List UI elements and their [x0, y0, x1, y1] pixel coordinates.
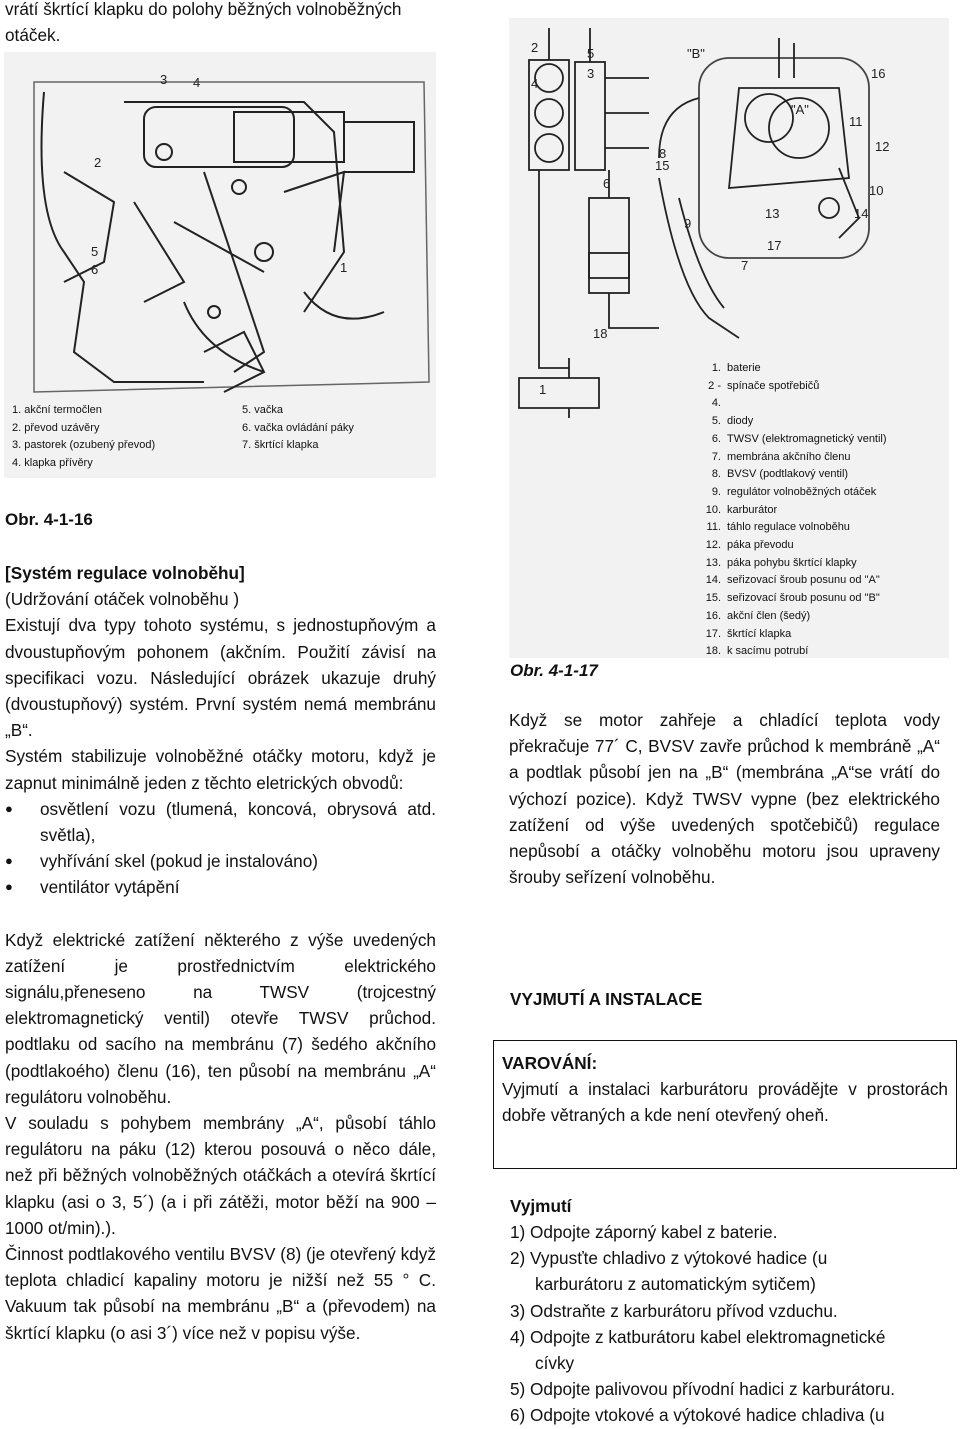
legend-num: 9. — [711, 485, 721, 498]
fig2-label: 11 — [849, 114, 863, 129]
legend-row — [242, 437, 432, 455]
removal-title: Vyjmutí — [510, 1196, 572, 1216]
legend-num: 13. — [705, 556, 721, 569]
legend-num: 10. — [705, 503, 721, 516]
removal-steps — [510, 1219, 950, 1429]
step-item: 2) Vypusťte chladivo z výtokové hadice (u — [510, 1248, 828, 1269]
legend-num: 5. — [711, 415, 721, 428]
legend-text: k sacímu potrubí — [727, 645, 809, 658]
figure-carburetor-diagram — [4, 52, 436, 478]
top-paragraph: vrátí škrtící klapku do polohy běžných volnoběžných otáček. — [5, 0, 402, 46]
step-item: 3) Odstraňte z karburátoru přívod vzduchu. — [510, 1300, 838, 1321]
legend-row — [699, 555, 944, 573]
legend-text: diody — [727, 415, 754, 428]
fig2-label: 10 — [869, 183, 884, 198]
callout-6: 6 — [91, 262, 99, 277]
legend-text: škrtící klapka — [254, 439, 319, 452]
fig2-label: 12 — [875, 139, 890, 154]
callout-1: 1 — [340, 260, 348, 275]
legend-text: klapka přívěry — [24, 457, 93, 470]
warning-text: Vyjmutí a instalaci karburátoru provádějte v prostorách dobře větraných a kde není otevřený oheň. — [502, 1079, 948, 1126]
legend-num: 7. — [711, 450, 721, 463]
legend-text: páka převodu — [727, 539, 794, 552]
step-item: 6) Odpojte vtokové a výtokové hadice chladiva (u — [510, 1405, 885, 1426]
fig2-label: 18 — [593, 326, 608, 341]
step-item: 5) Odpojte palivovou přívodní hadici z karburátoru. — [510, 1379, 896, 1400]
fig2-label: 2 — [531, 40, 539, 55]
legend-row — [699, 537, 944, 555]
legend-num: 14. — [705, 574, 721, 587]
fig1-legend-left — [12, 402, 212, 473]
legend-num: 6. — [711, 432, 721, 445]
fig2-label: 9 — [684, 216, 692, 231]
section-title: [Systém regulace volnoběhu] — [5, 563, 245, 583]
fig2-label: 3 — [587, 66, 595, 81]
legend-num: 7. — [242, 439, 252, 452]
fig2-legend — [699, 360, 944, 661]
section-heading-removal-installation: VYJMUTÍ A INSTALACE — [510, 989, 703, 1009]
fig2-label: 7 — [741, 258, 749, 273]
legend-text: škrtící klapka — [727, 627, 792, 640]
legend-num: 2. — [12, 421, 22, 434]
callout-2: 2 — [94, 155, 102, 170]
fig2-label: 15 — [655, 158, 670, 173]
fig2-label: 4 — [531, 76, 539, 91]
callout-3: 3 — [160, 72, 168, 87]
fig2-label: "B" — [687, 46, 705, 61]
fig2-label: 5 — [587, 46, 595, 61]
legend-row — [699, 466, 944, 484]
legend-num: 15. — [705, 592, 721, 605]
step-item: 4) Odpojte z katburátoru kabel elektromagnetické — [510, 1326, 886, 1347]
legend-row — [699, 626, 944, 644]
legend-num: 5. — [242, 404, 252, 416]
callout-4: 4 — [193, 75, 201, 90]
legend-num: 8. — [711, 468, 721, 481]
figure-caption-4-1-16: Obr. 4-1-16 — [5, 510, 93, 529]
figure-idle-control-diagram — [509, 18, 949, 658]
list-item: ● ventilátor vytápění — [5, 874, 436, 900]
legend-text: táhlo regulace volnoběhu — [727, 521, 850, 534]
legend-row — [699, 643, 944, 661]
legend-row — [699, 431, 944, 449]
fig2-label: 14 — [854, 206, 869, 221]
legend-row — [699, 413, 944, 431]
legend-row — [12, 437, 212, 455]
legend-num: 4. — [12, 457, 22, 470]
legend-num: 18. — [705, 645, 721, 658]
legend-row — [12, 420, 212, 438]
legend-text: baterie — [727, 362, 761, 374]
legend-text: seřizovací šroub posunu od "B" — [727, 592, 880, 605]
legend-text: seřizovací šroub posunu od "A" — [727, 574, 880, 587]
step-item: 1) Odpojte záporný kabel z baterie. — [510, 1222, 778, 1242]
circuit-list — [5, 796, 436, 901]
figure-caption-4-1-17: Obr. 4-1-17 — [510, 661, 598, 680]
legend-text: vačka ovládání páky — [254, 421, 354, 434]
legend-text: BVSV (podtlakový ventil) — [727, 468, 849, 481]
fig2-label: 1 — [539, 382, 547, 397]
fig2-label: 16 — [871, 66, 886, 81]
fig2-label: 13 — [765, 206, 780, 221]
legend-num: 17. — [705, 627, 721, 640]
legend-num: 6. — [242, 421, 252, 434]
paragraph-bvsv: Činnost podtlakového ventilu BVSV (8) (je otevřený když teplota chladicí kapaliny motoru je nižší než 55 ° C. Vakuum tak působí na membránu „B“ a (převodem) na škrtící klapku (o asi 3´) více než v popisu výše. — [5, 1244, 436, 1343]
legend-num: 2 - 4. — [708, 379, 721, 410]
step-item-continuation: cívky — [535, 1353, 575, 1374]
legend-text: vačka — [254, 404, 283, 416]
legend-num: 11. — [706, 521, 721, 534]
legend-text: akční termočlen — [24, 404, 102, 416]
legend-row — [699, 449, 944, 467]
legend-row — [699, 502, 944, 520]
legend-row — [699, 608, 944, 626]
legend-text: karburátor — [727, 503, 778, 516]
legend-text: spínače spotřebičů — [727, 379, 820, 392]
legend-row — [699, 484, 944, 502]
left-column-text — [5, 560, 436, 1346]
legend-num: 12. — [705, 539, 721, 552]
paragraph-stabilize: Systém stabilizuje volnoběžné otáčky motoru, když je zapnut minimálně jeden z těchto eletrických obvodů: — [5, 746, 436, 793]
legend-row — [242, 420, 432, 438]
legend-text: páka pohybu škrtící klapky — [727, 556, 857, 569]
section-subtitle: (Udržování otáček volnoběhu ) — [5, 589, 240, 610]
fig2-label: 8 — [659, 146, 667, 161]
list-item: ● osvětlení vozu (tlumená, koncová, obrysová atd. světla), — [5, 796, 436, 848]
legend-num: 1. — [12, 404, 22, 416]
paragraph-intro: Existují dva typy tohoto systému, s jednostupňovým a dvoustupňovým pohonem (akčním. Použití závisí na specifikaci vozu. Následující obrázek ukazuje druhý (dvoustupňový) systém. První systém nemá membránu „B“. — [5, 615, 436, 741]
legend-row — [12, 402, 212, 420]
paragraph-membrane-a: V souladu s pohybem membrány „A“, působí táhlo regulátoru na páku (12) kterou posouvá o něco dále, než při běžných volnoběžných otáčkách a otevírá škrtící klapku (asi o 3, 5´) (a i při zátěži, motor běží na 900 – 1000 ot/min).). — [5, 1113, 436, 1238]
legend-row — [699, 590, 944, 608]
legend-text: pastorek (ozubený převod) — [24, 439, 156, 452]
fig2-label: "A" — [791, 102, 809, 117]
legend-text: akční člen (šedý) — [727, 609, 811, 622]
list-item: ● vyhřívání skel (pokud je instalováno) — [5, 848, 436, 874]
legend-row — [12, 455, 212, 473]
callout-5: 5 — [91, 244, 99, 259]
legend-text: regulátor volnoběžných otáček — [727, 485, 877, 498]
legend-row — [699, 519, 944, 537]
legend-text: membrána akčního členu — [727, 450, 851, 463]
fig2-label: 6 — [603, 176, 611, 191]
fig2-label: 17 — [767, 238, 782, 253]
legend-num: 16. — [705, 609, 721, 622]
legend-text: převod uzávěry — [24, 421, 100, 434]
legend-text: TWSV (elektromagnetický ventil) — [727, 432, 887, 445]
legend-row — [699, 572, 944, 590]
legend-row — [242, 402, 432, 420]
paragraph-warmup: Když se motor zahřeje a chladící teplota vody překračuje 77´ C, BVSV zavře průchod k membráně „A“ a podtlak působí jen na „B“ (membrána „A“se vrátí do výchozí pozice). Když TWSV vypne (bez elektrického zatížení od výše uvedených spotčebičů) regulace nepůsobí a otáčky volnoběhu motoru jsou upraveny šrouby seřízení volnoběhu. — [509, 710, 940, 888]
paragraph-twsv: Když elektrické zatížení některého z výše uvedených zatížení je prostřednictvím elektrického signálu,přeneseno na TWSV (trojcestný elektromagnetický ventil) otevře TWSV průchod. podtlaku od sacího na membránu (7) šedého akčního (podtlakoého) členu (16), ten působí na membránu „A“ regulátoru volnoběhu. — [5, 929, 436, 1107]
warning-title: VAROVÁNÍ: — [502, 1053, 598, 1073]
legend-row — [699, 360, 944, 378]
fig1-legend-right — [242, 402, 432, 455]
legend-num: 3. — [12, 439, 22, 452]
step-item-continuation: karburátoru z automatickým sytičem) — [535, 1274, 816, 1295]
legend-row — [699, 378, 944, 413]
legend-num: 1. — [711, 362, 721, 374]
warning-box — [493, 1040, 957, 1169]
